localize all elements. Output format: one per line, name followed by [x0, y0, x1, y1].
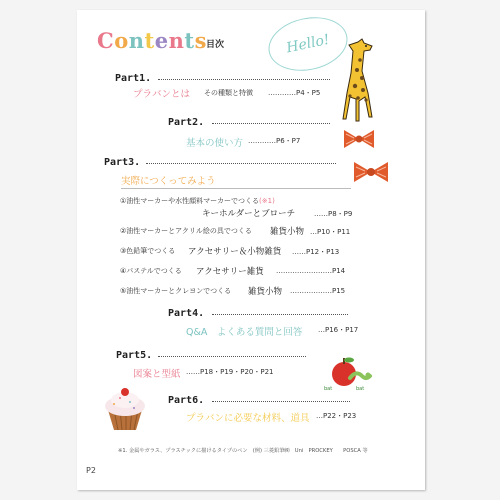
item-subtitle: ②油性マーカーとアクリル絵の具でつくる: [120, 227, 252, 235]
svg-text:bat: bat: [356, 386, 365, 392]
part-divider: [212, 123, 330, 124]
page-ref: …P16・P17: [318, 326, 359, 334]
item-subtitle: ③色鉛筆でつくる: [120, 247, 176, 255]
part-divider: [212, 401, 350, 402]
part-label: Part5.: [116, 350, 153, 361]
part-divider: [146, 163, 336, 164]
contents-title-letter: C: [97, 28, 115, 53]
part-title: プラバンとは: [133, 89, 191, 100]
contents-title: [97, 28, 207, 53]
part-divider: [212, 314, 348, 315]
part-divider: [158, 356, 306, 357]
page-ref: ……P18・P19・P20・P21: [186, 368, 274, 376]
contents-title-letter: s: [194, 28, 207, 53]
giraffe-illustration: [336, 38, 380, 124]
item-title: 雑貨小物: [248, 287, 283, 297]
item-subtitle: ④パステルでつくる: [120, 267, 182, 275]
part-label: Part4.: [168, 308, 205, 319]
page-number: P2: [86, 466, 96, 475]
contents-title-letter: n: [168, 28, 185, 53]
bow-icon: [342, 128, 376, 150]
part-label: Part6.: [168, 395, 205, 406]
part-title: Q&A よくある質問と回答: [186, 327, 303, 338]
page-ref: …P10・P11: [310, 228, 351, 236]
contents-title-letter: n: [128, 28, 145, 53]
section-underline: [121, 188, 351, 189]
contents-jp-label: 目次: [206, 40, 225, 50]
item-title: アクセサリー雑貨: [196, 267, 264, 277]
part-label: Part1.: [115, 73, 152, 84]
item-subtitle: ①油性マーカーや水性顔料マーカーでつくる(※1): [120, 197, 275, 205]
item-title: アクセサリー＆小物雑貨: [188, 247, 282, 257]
cupcake-illustration: [100, 384, 150, 432]
page-ref: …………P4・P5: [268, 89, 321, 97]
item-title: 雑貨小物: [270, 227, 305, 237]
svg-text:bat: bat: [324, 386, 333, 392]
contents-title-letter: t: [184, 28, 195, 53]
page-ref: …P22・P23: [316, 412, 357, 420]
contents-title-letter: o: [114, 28, 129, 53]
part-subtitle: その種類と特徴: [204, 89, 253, 97]
part-divider: [158, 79, 330, 80]
page-ref: ……P8・P9: [314, 210, 353, 218]
item-title: キーホルダーとブローチ: [202, 209, 296, 219]
part-title: プラバンに必要な材料、道具: [186, 413, 310, 424]
part-title: 図案と型紙: [133, 369, 181, 380]
page-ref: …………P6・P7: [248, 137, 301, 145]
part-title: 基本の使い方: [186, 138, 244, 149]
footnote: ※1. 金属やガラス、プラスチックに描けるタイプのペン (例) 三菱鉛筆㈱ Uni PROCKEY POSCA 等: [118, 448, 368, 454]
page-ref: ……P12・P13: [292, 248, 340, 256]
contents-title-letter: t: [144, 28, 155, 53]
bow-icon: [352, 160, 390, 184]
page-ref: ………………P15: [290, 287, 346, 295]
hello-bubble: Hello!: [263, 10, 352, 77]
part-label: Part3.: [104, 157, 141, 168]
apple-worm-illustration: [322, 352, 372, 392]
part-title: 実際につくってみよう: [121, 176, 216, 187]
item-subtitle: ⑤油性マーカーとクレヨンでつくる: [120, 287, 232, 295]
part-label: Part2.: [168, 117, 205, 128]
contents-title-letter: e: [154, 28, 169, 53]
page-ref: ……………………P14: [276, 267, 346, 275]
